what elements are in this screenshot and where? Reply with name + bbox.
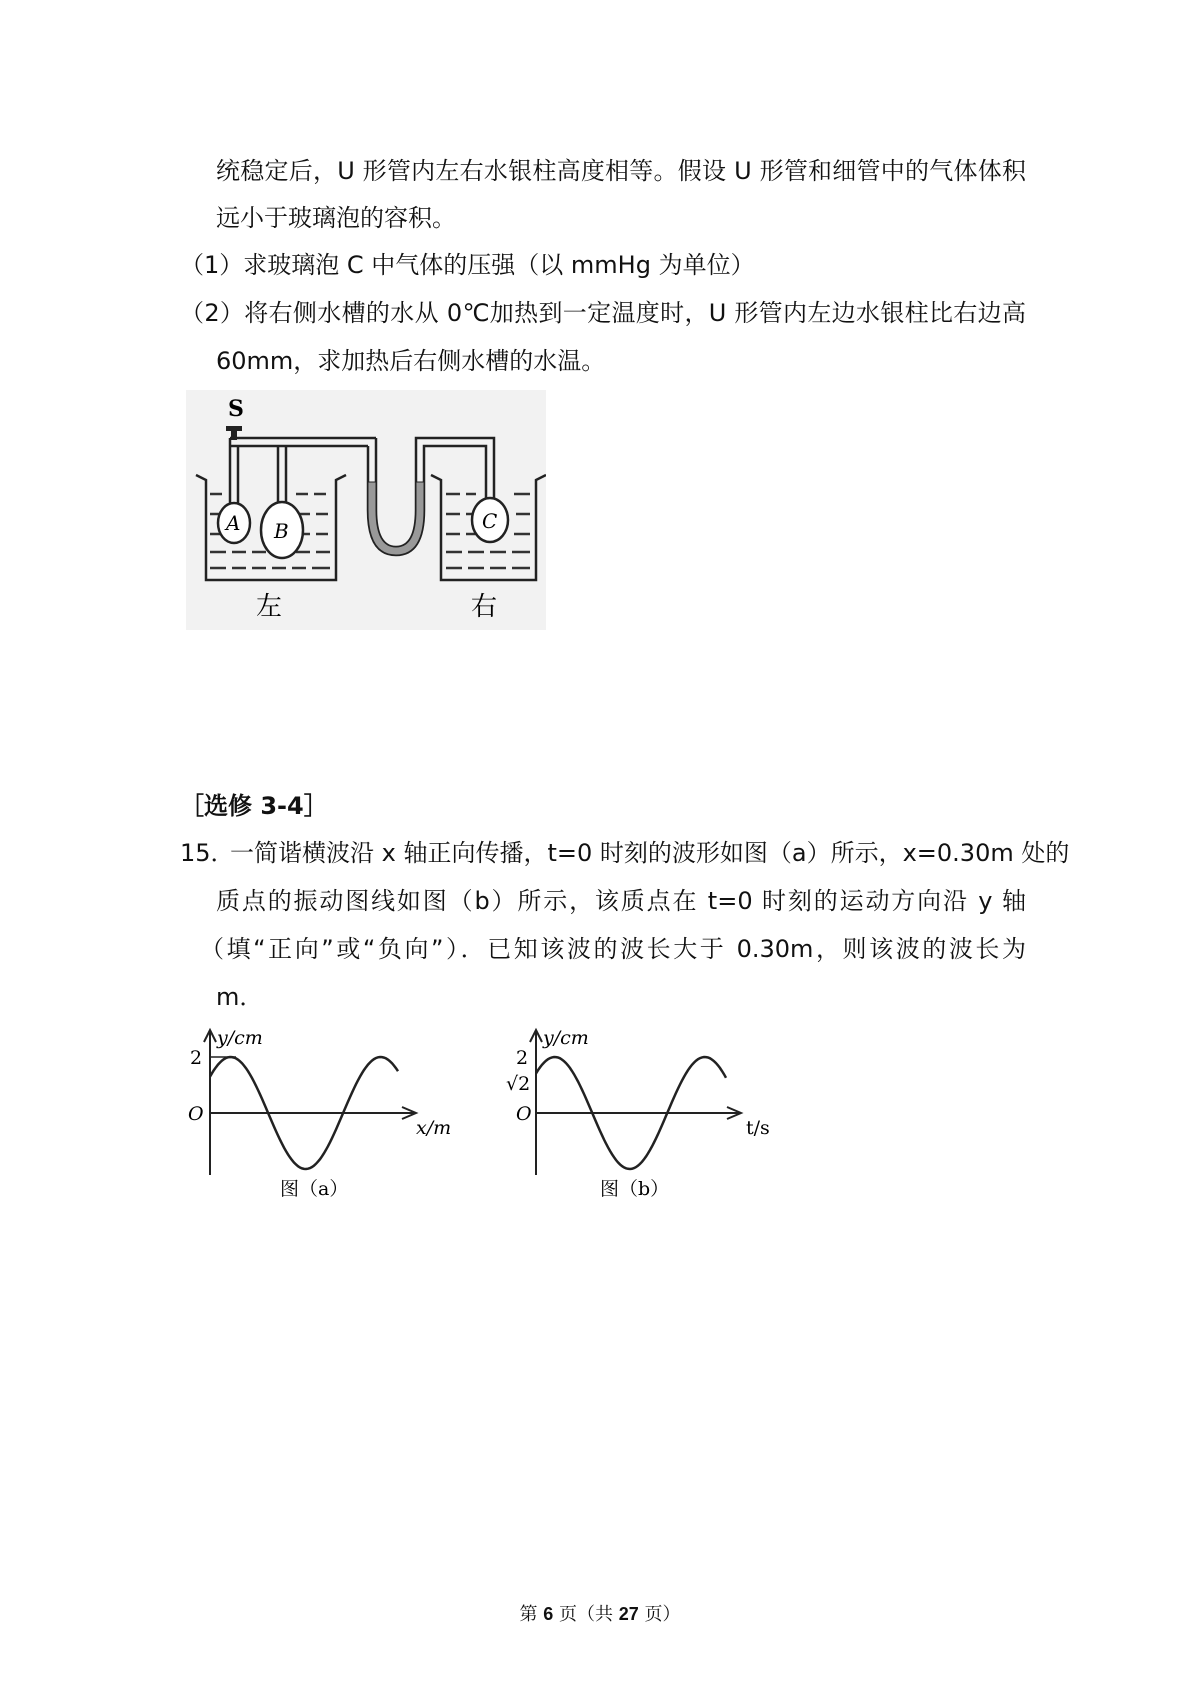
section-title: ［选修 3-4］ [180,792,328,820]
q14-sub2-line2: 60mm，求加热后右侧水槽的水温。 [216,347,606,375]
page-footer [0,1600,1200,1626]
graph-a-x-label: x/m [416,1117,452,1139]
footer-prefix: 第 [519,1604,538,1625]
graph-b-y-tick2: √2 [506,1073,531,1095]
graph-a-caption: 图（a） [280,1178,349,1200]
graph-b [500,1020,800,1200]
graph-b-x-label: t/s [746,1117,770,1139]
bulb-a-label: A [226,511,241,535]
q14-line1: 统稳定后，U 形管内左右水银柱高度相等。假设 U 形管和细管中的气体体积 [216,157,1026,185]
bulb-b-label: B [274,519,289,543]
right-label: 右 [471,592,498,622]
graph-b-origin: O [516,1103,532,1125]
q15-line4: m． [216,983,264,1011]
q14-line2: 远小于玻璃泡的容积。 [216,204,456,232]
graph-a-y-label: y/cm [217,1027,263,1049]
q15-number: 15． [180,839,235,867]
footer-total-pages: 27 [618,1604,639,1624]
footer-page-number: 6 [543,1604,554,1624]
q14-sub2-line1: （2）将右侧水槽的水从 0℃加热到一定温度时，U 形管内左边水银柱比右边高 [180,299,1026,327]
apparatus-figure [186,390,546,630]
graph-b-y-tick: 2 [516,1047,529,1069]
graph-b-caption: 图（b） [600,1178,670,1200]
q15-line3: （填“正向”或“负向”）．已知该波的波长大于 0.30m，则该波的波长为 [200,935,1026,963]
graph-a-y-tick: 2 [190,1047,203,1069]
footer-suffix: 页） [644,1604,681,1625]
graph-b-y-label: y/cm [543,1027,589,1049]
graph-a [180,1020,460,1200]
q15-line2: 质点的振动图线如图（b）所示，该质点在 t=0 时刻的运动方向沿 y 轴 [216,887,1026,915]
bulb-c-label: C [482,509,498,533]
q15-line1: 一简谐横波沿 x 轴正向传播，t=0 时刻的波形如图（a）所示，x=0.30m 处的 [230,839,1070,867]
left-label: 左 [256,592,283,622]
footer-middle: 页（共 [558,1604,613,1625]
valve-label: S [228,396,244,422]
graph-a-origin: O [188,1103,204,1125]
q14-sub1: （1）求玻璃泡 C 中气体的压强（以 mmHg 为单位） [180,251,755,279]
